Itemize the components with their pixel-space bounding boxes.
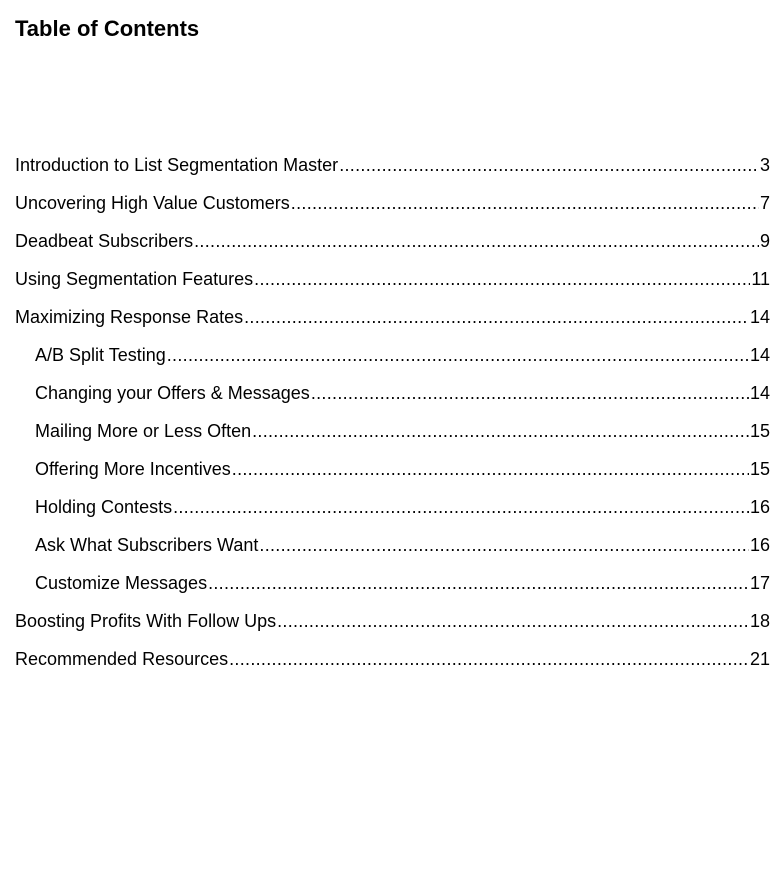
toc-entry-label: Holding Contests xyxy=(35,497,173,517)
dot-leader xyxy=(291,192,759,214)
toc-entry[interactable] xyxy=(15,214,770,252)
dot-leader xyxy=(311,382,749,404)
toc-entry[interactable] xyxy=(15,290,770,328)
toc-entry-label: Introduction to List Segmentation Master xyxy=(15,155,339,175)
dot-leader xyxy=(208,572,749,594)
toc-subentry[interactable] xyxy=(15,328,770,366)
toc-subentry[interactable] xyxy=(15,442,770,480)
dot-leader xyxy=(173,496,749,518)
toc-entry[interactable] xyxy=(15,138,770,176)
toc-page-number: 14 xyxy=(749,345,770,365)
table-of-contents xyxy=(15,138,770,670)
toc-entry[interactable] xyxy=(15,176,770,214)
toc-entry-label: Ask What Subscribers Want xyxy=(35,535,259,555)
toc-entry-label: Recommended Resources xyxy=(15,649,229,669)
toc-entry-label: Uncovering High Value Customers xyxy=(15,193,290,213)
dot-leader xyxy=(244,306,749,328)
toc-entry-label: Offering More Incentives xyxy=(35,459,231,479)
toc-page-number: 17 xyxy=(749,573,770,593)
dot-leader xyxy=(194,230,759,252)
dot-leader xyxy=(254,268,750,290)
toc-entry-label: Customize Messages xyxy=(35,573,208,593)
dot-leader xyxy=(229,648,749,670)
toc-entry[interactable] xyxy=(15,252,770,290)
dot-leader xyxy=(232,458,749,480)
toc-page-number: 15 xyxy=(749,421,770,441)
toc-page-number: 15 xyxy=(749,459,770,479)
toc-page-number: 11 xyxy=(751,269,770,289)
toc-page-number: 7 xyxy=(759,193,770,213)
dot-leader xyxy=(277,610,749,632)
dot-leader xyxy=(259,534,749,556)
toc-entry-label: Maximizing Response Rates xyxy=(15,307,244,327)
toc-subentry[interactable] xyxy=(15,404,770,442)
toc-subentry[interactable] xyxy=(15,518,770,556)
dot-leader xyxy=(339,154,759,176)
dot-leader xyxy=(167,344,749,366)
toc-subentry[interactable] xyxy=(15,480,770,518)
toc-page-number: 16 xyxy=(749,535,770,555)
toc-page-number: 3 xyxy=(759,155,770,175)
toc-entry-label: Mailing More or Less Often xyxy=(35,421,252,441)
toc-subentry[interactable] xyxy=(15,556,770,594)
toc-page-number: 9 xyxy=(759,231,770,251)
dot-leader xyxy=(252,420,749,442)
toc-page-number: 18 xyxy=(749,611,770,631)
toc-entry-label: Changing your Offers & Messages xyxy=(35,383,310,403)
toc-page-number: 14 xyxy=(749,383,770,403)
toc-entry[interactable] xyxy=(15,594,770,632)
toc-entry-label: A/B Split Testing xyxy=(35,345,166,365)
toc-subentry[interactable] xyxy=(15,366,770,404)
toc-entry-label: Boosting Profits With Follow Ups xyxy=(15,611,277,631)
toc-page-number: 21 xyxy=(749,649,770,669)
toc-entry-label: Deadbeat Subscribers xyxy=(15,231,194,251)
toc-page-number: 16 xyxy=(749,497,770,517)
toc-page-number: 14 xyxy=(749,307,770,327)
toc-entry[interactable] xyxy=(15,632,770,670)
page-title: Table of Contents xyxy=(15,16,200,41)
toc-entry-label: Using Segmentation Features xyxy=(15,269,254,289)
